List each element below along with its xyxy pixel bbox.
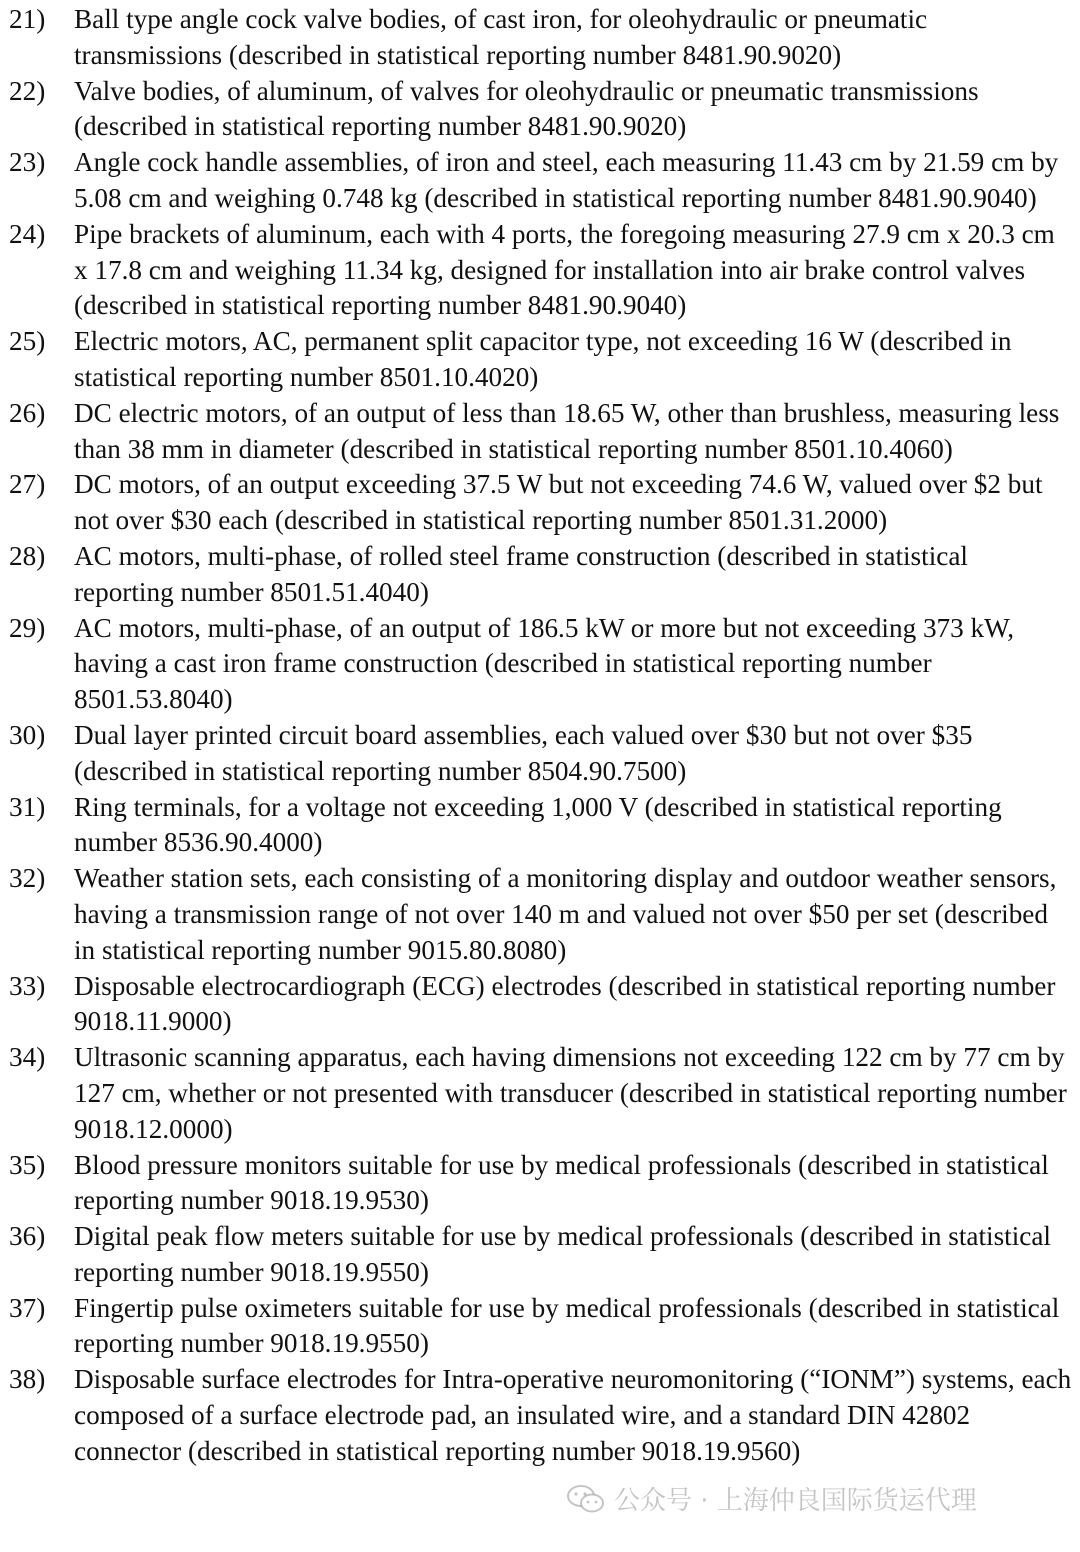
- item-text: Ring terminals, for a voltage not exceeding 1,000 V (described in statistical reporting number 8536.90.4000): [74, 791, 1002, 858]
- item-text: Ball type angle cock valve bodies, of cast iron, for oleohydraulic or pneumatic transmissions (described in statistical reporting number 8481.90.9020): [74, 4, 928, 70]
- wechat-icon: [566, 1484, 606, 1514]
- item-number: 35): [9, 1149, 46, 1180]
- watermark: [566, 1480, 977, 1517]
- item-number: 21): [9, 4, 46, 34]
- item-number: 33): [9, 970, 46, 1001]
- item-number: 34): [9, 1042, 46, 1073]
- item-text: Ultrasonic scanning apparatus, each having dimensions not exceeding 122 cm by 77 cm by 127 cm, whether or not presented with transducer (described in statistical reporting number 9018.12.0000): [74, 1042, 1067, 1144]
- item-number: 26): [9, 397, 46, 428]
- item-text: DC motors, of an output exceeding 37.5 W but not exceeding 74.6 W, valued over $2 but not over $30 each (described in statistical reporting number 8501.31.2000): [74, 469, 1043, 536]
- list-item: [0, 969, 1080, 1041]
- list-item: [0, 718, 1080, 790]
- item-text: Fingertip pulse oximeters suitable for use by medical professionals (described in statistical reporting number 9018.19.9550): [74, 1292, 1060, 1359]
- item-number: 27): [9, 469, 46, 500]
- watermark-text: 公众号 · 上海仲良国际货运代理: [614, 1486, 977, 1516]
- list-item: [0, 790, 1080, 862]
- list-item: [0, 1362, 1080, 1469]
- list-item: [0, 467, 1080, 539]
- item-number: 30): [9, 719, 46, 750]
- item-number: 23): [9, 147, 46, 178]
- item-text: Digital peak flow meters suitable for use by medical professionals (described in statistical reporting number 9018.19.9550): [74, 1221, 1051, 1287]
- list-item: [0, 74, 1080, 146]
- list-item: [0, 145, 1080, 217]
- item-number: 24): [9, 218, 46, 249]
- list-item: [0, 1040, 1080, 1147]
- item-text: Pipe brackets of aluminum, each with 4 ports, the foregoing measuring 27.9 cm x 20.3 cm x 17.8 cm and weighing 11.34 kg, designed for installation into air brake control valves (described in statistical reporting number 8481.90.9040): [74, 218, 1055, 321]
- list-item: [0, 217, 1080, 324]
- item-number: 25): [9, 326, 46, 357]
- item-number: 28): [9, 540, 46, 571]
- item-number: 31): [9, 791, 46, 822]
- list-item: [0, 1148, 1080, 1220]
- item-text: Dual layer printed circuit board assemblies, each valued over $30 but not over $35 (described in statistical reporting number 8504.90.7500): [74, 719, 973, 786]
- list-item: [0, 539, 1080, 611]
- item-text: Angle cock handle assemblies, of iron and steel, each measuring 11.43 cm by 21.59 cm by 5.08 cm and weighing 0.748 kg (described in statistical reporting number 8481.90.9040): [74, 147, 1059, 213]
- item-text: Disposable electrocardiograph (ECG) electrodes (described in statistical reporting number 9018.11.9000): [74, 970, 1056, 1037]
- item-text: Electric motors, AC, permanent split capacitor type, not exceeding 16 W (described in statistical reporting number 8501.10.4020): [74, 326, 1012, 392]
- list-item: [0, 611, 1080, 718]
- list-item: [0, 1291, 1080, 1363]
- item-number: 22): [9, 75, 46, 106]
- list-item: [0, 2, 1080, 74]
- item-text: AC motors, multi-phase, of rolled steel frame construction (described in statistical reporting number 8501.51.4040): [74, 540, 968, 607]
- item-text: DC electric motors, of an output of less than 18.65 W, other than brushless, measuring less than 38 mm in diameter (described in statistical reporting number 8501.10.4060): [74, 397, 1060, 464]
- item-text: AC motors, multi-phase, of an output of 186.5 kW or more but not exceeding 373 kW, having a cast iron frame construction (described in statistical reporting number 8501.53.8040): [74, 612, 1015, 715]
- item-text: Disposable surface electrodes for Intra-operative neuromonitoring (“IONM”) systems, each composed of a surface electrode pad, an insulated wire, and a standard DIN 42802 connector (described in statistical reporting number 9018.19.9560): [74, 1364, 1072, 1466]
- item-number: 32): [9, 863, 46, 894]
- list-item: [0, 861, 1080, 968]
- item-number: 36): [9, 1221, 46, 1252]
- list-item: [0, 396, 1080, 468]
- document-list: [0, 2, 1080, 1470]
- item-number: 37): [9, 1292, 46, 1323]
- item-text: Valve bodies, of aluminum, of valves for oleohydraulic or pneumatic transmissions (described in statistical reporting number 8481.90.9020): [74, 75, 979, 142]
- list-item: [0, 1219, 1080, 1291]
- item-number: 38): [9, 1364, 46, 1395]
- item-text: Blood pressure monitors suitable for use by medical professionals (described in statistical reporting number 9018.19.9530): [74, 1149, 1049, 1216]
- item-text: Weather station sets, each consisting of a monitoring display and outdoor weather sensors, having a transmission range of not over 140 m and valued not over $50 per set (described in statistical reporting number 9015.80.8080): [74, 863, 1057, 965]
- item-number: 29): [9, 612, 46, 643]
- list-item: [0, 324, 1080, 396]
